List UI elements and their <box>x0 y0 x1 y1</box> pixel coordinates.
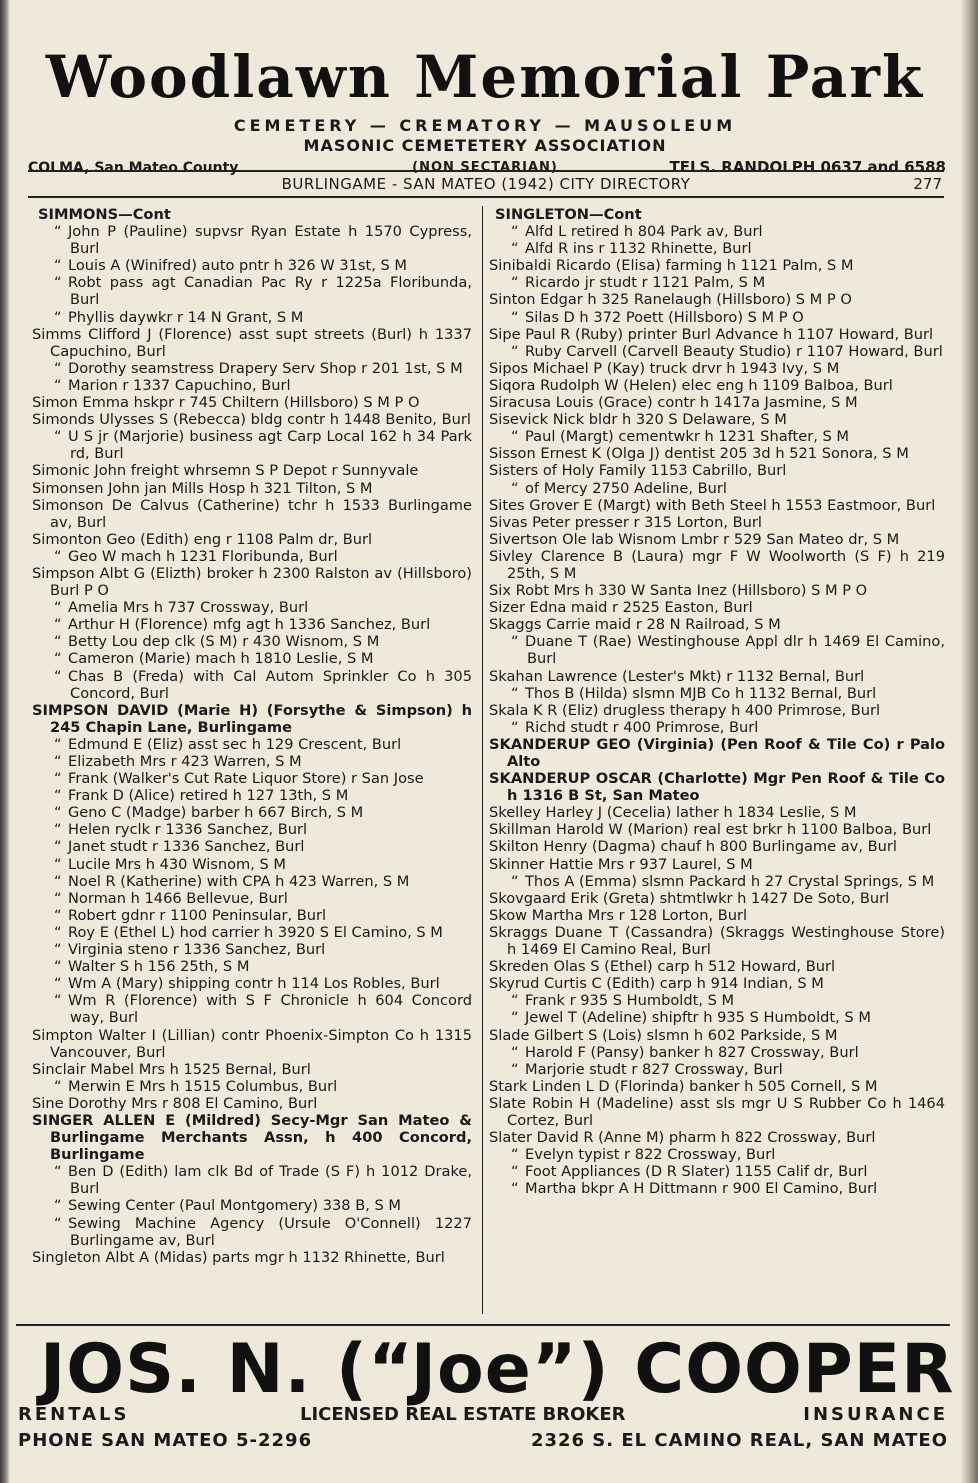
entry-text: Cameron (Marie) mach h 1810 Leslie, S M <box>68 650 374 668</box>
directory-sub-entry <box>32 377 472 394</box>
entry-text: Slade Gilbert S (Lois) slsmn h 602 Parkside, S M <box>489 1026 838 1044</box>
directory-entry <box>489 497 945 514</box>
masthead-sectarian: (NON SECTARIAN) <box>412 160 558 175</box>
entry-text: Silas D h 372 Poett (Hillsboro) S M P O <box>525 308 804 326</box>
directory-entry <box>489 1078 945 1095</box>
directory-entry <box>489 291 945 308</box>
directory-sub-entry <box>32 924 472 941</box>
entry-text: Slate Robin H (Madeline) asst sls mgr U S Rubber Co h 1464 Cortez, Burl <box>489 1094 945 1129</box>
directory-entry <box>489 958 945 975</box>
entry-text: Noel R (Katherine) with CPA h 423 Warren, S M <box>68 872 410 890</box>
ad-name: JOS. N. (“Joe”) COOPER <box>40 1330 955 1409</box>
entry-text: Simpton Walter I (Lillian) contr Phoenix-Simpton Co h 1315 Vancouver, Burl <box>32 1026 472 1061</box>
directory-sub-entry <box>32 770 472 787</box>
entry-text: Simms Clifford J (Florence) asst supt streets (Burl) h 1337 Capuchino, Burl <box>32 325 472 360</box>
entry-text: Virginia steno r 1336 Sanchez, Burl <box>68 941 326 959</box>
directory-sub-entry <box>32 223 472 257</box>
directory-entry <box>489 548 945 582</box>
entry-text: Janet studt r 1336 Sanchez, Burl <box>68 838 305 856</box>
ditto-mark: “ <box>54 838 62 856</box>
directory-entry <box>489 804 945 821</box>
ad-phone: PHONE SAN MATEO 5-2296 <box>18 1430 313 1451</box>
ditto-mark: “ <box>511 1043 519 1061</box>
entry-text: Slater David R (Anne M) pharm h 822 Crossway, Burl <box>489 1129 876 1147</box>
masthead-phones: TELS. RANDOLPH 0637 and 6588 <box>669 158 946 176</box>
directory-entry <box>32 1112 472 1163</box>
entry-text: Six Robt Mrs h 330 W Santa Inez (Hillsboro) S M P O <box>489 582 868 600</box>
directory-sub-entry <box>32 548 472 565</box>
ditto-mark: “ <box>54 599 62 617</box>
directory-sub-entry <box>32 650 472 667</box>
entry-text: Sipe Paul R (Ruby) printer Burl Advance h 1107 Howard, Burl <box>489 325 934 343</box>
entry-text: Phyllis daywkr r 14 N Grant, S M <box>68 308 304 326</box>
directory-entry <box>32 326 472 360</box>
entry-text: SKANDERUP OSCAR (Charlotte) Mgr Pen Roof & Tile Co h 1316 B St, San Mateo <box>489 770 945 805</box>
directory-sub-entry <box>32 1197 472 1214</box>
ditto-mark: “ <box>54 992 62 1010</box>
directory-entry <box>32 411 472 428</box>
entry-text: Frank D (Alice) retired h 127 13th, S M <box>68 787 349 805</box>
directory-entry <box>489 394 945 411</box>
ditto-mark: “ <box>54 376 62 394</box>
ditto-mark: “ <box>511 684 519 702</box>
ditto-mark: “ <box>54 1077 62 1095</box>
ditto-mark: “ <box>511 633 519 651</box>
entry-text: Lucile Mrs h 430 Wisnom, S M <box>68 855 287 873</box>
entry-text: of Mercy 2750 Adeline, Burl <box>525 479 727 497</box>
entry-text: Robert gdnr r 1100 Peninsular, Burl <box>68 906 327 924</box>
entry-text: Wm R (Florence) with S F Chronicle h 604 Concord way, Burl <box>68 992 472 1027</box>
entry-text: Simpson Albt G (Elizth) broker h 2300 Ralston av (Hillsboro) Burl P O <box>32 564 472 600</box>
ditto-mark: “ <box>54 889 62 907</box>
entry-text: Simonson De Calvus (Catherine) tchr h 1533 Burlingame av, Burl <box>32 496 472 531</box>
entry-text: Skreden Olas S (Ethel) carp h 512 Howard, Burl <box>489 958 836 976</box>
directory-entry <box>489 856 945 873</box>
directory-sub-entry <box>32 633 472 650</box>
entry-text: Harold F (Pansy) banker h 827 Crossway, Burl <box>525 1043 859 1061</box>
ad-top-rule <box>16 1324 950 1326</box>
entry-text: Siracusa Louis (Grace) contr h 1417a Jasmine, S M <box>489 394 858 412</box>
directory-entry <box>489 702 945 719</box>
ad-broker: LICENSED REAL ESTATE BROKER <box>300 1404 626 1425</box>
directory-entry <box>489 975 945 992</box>
ad-rentals: RENTALS <box>18 1404 130 1425</box>
directory-sub-entry <box>32 257 472 274</box>
directory-sub-entry <box>489 992 945 1009</box>
entry-text: Siqora Rudolph W (Helen) elec eng h 1109 Balboa, Burl <box>489 376 893 394</box>
cemetery-masthead <box>20 20 950 178</box>
directory-sub-entry <box>32 804 472 821</box>
entry-text: Geno C (Madge) barber h 667 Birch, S M <box>68 804 364 822</box>
directory-sub-entry <box>32 668 472 702</box>
ditto-mark: “ <box>511 308 519 326</box>
directory-sub-entry <box>489 480 945 497</box>
entry-text: Martha bkpr A H Dittmann r 900 El Camino, Burl <box>525 1180 878 1198</box>
ditto-mark: “ <box>54 923 62 941</box>
ditto-mark: “ <box>54 958 62 976</box>
ditto-mark: “ <box>54 855 62 873</box>
entry-text: Stark Linden L D (Florinda) banker h 505 Cornell, S M <box>489 1077 878 1095</box>
directory-entry <box>32 462 472 479</box>
ditto-mark: “ <box>511 872 519 890</box>
directory-sub-entry <box>32 975 472 992</box>
directory-entry <box>32 497 472 531</box>
ditto-mark: “ <box>54 223 62 241</box>
directory-sub-entry <box>489 240 945 257</box>
directory-sub-entry <box>32 599 472 616</box>
entry-text: Sewing Machine Agency (Ursule O'Connell) 1227 Burlingame av, Burl <box>68 1214 472 1249</box>
entry-text: Thos B (Hilda) slsmn MJB Co h 1132 Bernal, Burl <box>525 684 877 702</box>
ditto-mark: “ <box>511 479 519 497</box>
entry-text: Evelyn typist r 822 Crossway, Burl <box>525 1146 776 1164</box>
directory-sub-entry <box>32 360 472 377</box>
entry-text: SIMPSON DAVID (Marie H) (Forsythe & Simpson) h 245 Chapin Lane, Burlingame <box>32 701 472 736</box>
directory-sub-entry <box>32 753 472 770</box>
directory-entry <box>489 924 945 958</box>
entry-text: Ben D (Edith) lam clk Bd of Trade (S F) h 1012 Drake, Burl <box>68 1163 472 1198</box>
directory-sub-entry <box>32 1215 472 1249</box>
ditto-mark: “ <box>54 821 62 839</box>
directory-sub-entry <box>32 736 472 753</box>
directory-sub-entry <box>32 941 472 958</box>
entry-text: Sipos Michael P (Kay) truck drvr h 1943 Ivy, S M <box>489 359 840 377</box>
entry-text: Betty Lou dep clk (S M) r 430 Wisnom, S M <box>68 633 380 651</box>
entry-text: Edmund E (Eliz) asst sec h 129 Crescent, Burl <box>68 735 402 753</box>
entry-text: Sivertson Ole lab Wisnom Lmbr r 529 San Mateo dr, S M <box>489 530 900 548</box>
ditto-mark: “ <box>54 547 62 565</box>
directory-sub-entry <box>32 907 472 924</box>
entry-text: Sizer Edna maid r 2525 Easton, Burl <box>489 599 753 617</box>
ditto-mark: “ <box>54 804 62 822</box>
directory-sub-entry <box>489 1180 945 1197</box>
entry-text: Richd studt r 400 Primrose, Burl <box>525 718 759 736</box>
entry-text: SINGLETON—Cont <box>495 206 642 223</box>
directory-entry <box>489 1027 945 1044</box>
directory-entry <box>489 326 945 343</box>
masthead-title: Woodlawn Memorial Park <box>45 43 925 111</box>
ditto-mark: “ <box>511 1180 519 1198</box>
page-edge-shadow <box>960 0 978 1483</box>
directory-entry <box>489 462 945 479</box>
ditto-mark: “ <box>54 787 62 805</box>
directory-entry <box>489 360 945 377</box>
ditto-mark: “ <box>54 257 62 275</box>
directory-entry <box>32 565 472 599</box>
directory-entry <box>489 445 945 462</box>
directory-entry <box>489 907 945 924</box>
directory-sub-entry <box>489 873 945 890</box>
directory-entry <box>489 668 945 685</box>
entry-text: Skilton Henry (Dagma) chauf h 800 Burlingame av, Burl <box>489 838 897 856</box>
directory-sub-entry <box>489 719 945 736</box>
directory-column-right <box>489 206 945 1197</box>
ditto-mark: “ <box>511 240 519 258</box>
directory-entry <box>489 377 945 394</box>
directory-sub-entry <box>489 343 945 360</box>
directory-sub-entry <box>489 309 945 326</box>
entry-text: Skovgaard Erik (Greta) shtmtlwkr h 1427 De Soto, Burl <box>489 889 890 907</box>
directory-entry <box>489 1095 945 1129</box>
directory-sub-entry <box>489 685 945 702</box>
entry-text: Sisters of Holy Family 1153 Cabrillo, Burl <box>489 462 787 480</box>
entry-text: Chas B (Freda) with Cal Autom Sprinkler Co h 305 Concord, Burl <box>68 667 472 702</box>
entry-text: Marion r 1337 Capuchino, Burl <box>68 376 291 394</box>
directory-sub-entry <box>32 1078 472 1095</box>
directory-sub-entry <box>32 616 472 633</box>
directory-entry <box>489 821 945 838</box>
entry-text: SIMMONS—Cont <box>38 206 171 223</box>
ad-insurance: INSURANCE <box>803 1404 948 1425</box>
directory-sub-entry <box>32 1163 472 1197</box>
directory-entry <box>489 736 945 770</box>
ditto-mark: “ <box>54 667 62 685</box>
entry-text: Elizabeth Mrs r 423 Warren, S M <box>68 753 302 770</box>
directory-sub-entry <box>32 838 472 855</box>
entry-text: Duane T (Rae) Westinghouse Appl dlr h 1469 El Camino, Burl <box>525 633 945 668</box>
ditto-mark: “ <box>54 650 62 668</box>
entry-text: Sinclair Mabel Mrs h 1525 Bernal, Burl <box>32 1060 311 1078</box>
entry-text: Sivley Clarence B (Laura) mgr F W Woolworth (S F) h 219 25th, S M <box>489 547 945 582</box>
ditto-mark: “ <box>511 1163 519 1181</box>
column-divider <box>482 206 483 1314</box>
directory-entry <box>489 531 945 548</box>
directory-entry <box>489 257 945 274</box>
ditto-mark: “ <box>54 975 62 993</box>
ditto-mark: “ <box>54 906 62 924</box>
directory-entry <box>489 770 945 804</box>
ditto-mark: “ <box>511 718 519 736</box>
directory-sub-entry <box>489 274 945 291</box>
running-head <box>28 170 944 198</box>
directory-sub-entry <box>32 821 472 838</box>
directory-sub-entry <box>32 787 472 804</box>
ditto-mark: “ <box>511 274 519 292</box>
entry-text: Dorothy seamstress Drapery Serv Shop r 201 1st, S M <box>68 359 463 377</box>
ditto-mark: “ <box>54 770 62 788</box>
entry-text: Skraggs Duane T (Cassandra) (Skraggs Westinghouse Store) h 1469 El Camino Real, Burl <box>489 923 945 959</box>
entry-text: Jewel T (Adeline) shipftr h 935 S Humboldt, S M <box>525 1009 871 1027</box>
directory-entry <box>32 702 472 736</box>
entry-text: Helen ryclk r 1336 Sanchez, Burl <box>68 821 308 839</box>
entry-text: Skyrud Curtis C (Edith) carp h 914 Indian, S M <box>489 975 824 993</box>
entry-text: Alfd R ins r 1132 Rhinette, Burl <box>525 240 752 258</box>
entry-text: Sisevick Nick bldr h 320 S Delaware, S M <box>489 411 787 429</box>
entry-text: Frank r 935 S Humboldt, S M <box>525 992 735 1010</box>
directory-sub-entry <box>32 856 472 873</box>
page-gutter-shadow <box>0 0 10 1483</box>
directory-entry <box>489 838 945 855</box>
entry-text: Thos A (Emma) slsmn Packard h 27 Crystal Springs, S M <box>525 872 935 890</box>
directory-entry <box>489 890 945 907</box>
entry-text: Roy E (Ethel L) hod carrier h 3920 S El Camino, S M <box>68 923 443 941</box>
entry-text: Frank (Walker's Cut Rate Liquor Store) r San Jose <box>68 770 424 788</box>
entry-text: Simonsen John jan Mills Hosp h 321 Tilton, S M <box>32 479 373 497</box>
directory-sub-entry <box>489 428 945 445</box>
ad-address: 2326 S. EL CAMINO REAL, SAN MATEO <box>530 1430 948 1451</box>
entry-text: Amelia Mrs h 737 Crossway, Burl <box>68 599 309 617</box>
entry-text: Sisson Ernest K (Olga J) dentist 205 3d h 521 Sonora, S M <box>489 445 909 463</box>
directory-sub-entry <box>32 309 472 326</box>
entry-text: Ruby Carvell (Carvell Beauty Studio) r 1107 Howard, Burl <box>525 342 943 360</box>
entry-text: Skinner Hattie Mrs r 937 Laurel, S M <box>489 855 753 873</box>
ditto-mark: “ <box>511 223 519 241</box>
directory-entry <box>489 599 945 616</box>
entry-text: Skillman Harold W (Marion) real est brkr h 1100 Balboa, Burl <box>489 821 932 839</box>
entry-text: Norman h 1466 Bellevue, Burl <box>68 889 288 907</box>
ditto-mark: “ <box>54 359 62 377</box>
entry-text: Skow Martha Mrs r 128 Lorton, Burl <box>489 906 748 924</box>
ditto-mark: “ <box>511 1060 519 1078</box>
entry-text: Wm A (Mary) shipping contr h 114 Los Robles, Burl <box>68 975 440 993</box>
directory-sub-entry <box>489 223 945 240</box>
directory-sub-entry <box>32 958 472 975</box>
ditto-mark: “ <box>54 753 62 770</box>
entry-text: Sinton Edgar h 325 Ranelaugh (Hillsboro) S M P O <box>489 291 852 309</box>
entry-text: Singleton Albt A (Midas) parts mgr h 1132 Rhinette, Burl <box>32 1248 445 1266</box>
entry-text: Skaggs Carrie maid r 28 N Railroad, S M <box>489 616 781 634</box>
entry-text: Paul (Margt) cementwkr h 1231 Shafter, S M <box>525 428 849 446</box>
entry-text: John P (Pauline) supvsr Ryan Estate h 1570 Cypress, Burl <box>68 223 472 258</box>
directory-entry <box>32 394 472 411</box>
directory-entry <box>32 1061 472 1078</box>
advertisement-banner <box>16 1328 955 1478</box>
directory-column-left <box>32 206 472 1266</box>
ditto-mark: “ <box>54 941 62 959</box>
directory-sub-entry <box>489 633 945 667</box>
directory-entry <box>489 582 945 599</box>
entry-text: Sites Grover E (Margt) with Beth Steel h 1553 Eastmoor, Burl <box>489 496 936 514</box>
entry-text: Simonds Ulysses S (Rebecca) bldg contr h 1448 Benito, Burl <box>32 411 471 429</box>
entry-text: Geo W mach h 1231 Floribunda, Burl <box>68 547 338 565</box>
entry-text: Sinibaldi Ricardo (Elisa) farming h 1121 Palm, S M <box>489 257 854 275</box>
directory-sub-entry <box>32 890 472 907</box>
directory-sub-entry <box>32 274 472 308</box>
ditto-mark: “ <box>511 1146 519 1164</box>
directory-sub-entry <box>32 992 472 1026</box>
masthead-subtitle: CEMETERY — CREMATORY — MAUSOLEUM <box>233 116 737 135</box>
entry-text: Walter S h 156 25th, S M <box>68 958 250 976</box>
masthead-association: MASONIC CEMETETERY ASSOCIATION <box>303 136 667 155</box>
directory-entry <box>489 616 945 633</box>
entry-text: Sewing Center (Paul Montgomery) 338 B, S M <box>68 1197 401 1215</box>
ditto-mark: “ <box>54 1197 62 1215</box>
running-head-title: BURLINGAME - SAN MATEO (1942) CITY DIRECTORY <box>281 175 691 193</box>
directory-sub-entry <box>489 1061 945 1078</box>
entry-text: Marjorie studt r 827 Crossway, Burl <box>525 1060 783 1078</box>
directory-entry <box>32 531 472 548</box>
directory-sub-entry <box>489 1009 945 1026</box>
entry-text: Alfd L retired h 804 Park av, Burl <box>525 223 763 241</box>
directory-sub-entry <box>489 1163 945 1180</box>
entry-text: Arthur H (Florence) mfg agt h 1336 Sanchez, Burl <box>68 616 431 634</box>
directory-entry <box>489 514 945 531</box>
entry-text: Louis A (Winifred) auto pntr h 326 W 31st, S M <box>68 257 407 275</box>
section-header <box>32 206 472 223</box>
ditto-mark: “ <box>54 1214 62 1232</box>
ditto-mark: “ <box>54 428 62 446</box>
ditto-mark: “ <box>54 308 62 326</box>
ditto-mark: “ <box>54 616 62 634</box>
directory-entry <box>32 1095 472 1112</box>
ditto-mark: “ <box>511 992 519 1010</box>
directory-entry <box>32 480 472 497</box>
ditto-mark: “ <box>511 428 519 446</box>
directory-entry <box>32 1249 472 1266</box>
entry-text: Foot Appliances (D R Slater) 1155 Calif dr, Burl <box>525 1163 868 1181</box>
entry-text: Ricardo jr studt r 1121 Palm, S M <box>525 274 766 292</box>
entry-text: Robt pass agt Canadian Pac Ry r 1225a Floribunda, Burl <box>68 274 472 309</box>
section-header <box>489 206 945 223</box>
ditto-mark: “ <box>511 1009 519 1027</box>
directory-sub-entry <box>32 873 472 890</box>
masthead-location: COLMA, San Mateo County <box>28 160 239 176</box>
ditto-mark: “ <box>54 1163 62 1181</box>
ditto-mark: “ <box>511 342 519 360</box>
entry-text: Skelley Harley J (Cecelia) lather h 1834 Leslie, S M <box>489 804 857 822</box>
entry-text: Sine Dorothy Mrs r 808 El Camino, Burl <box>32 1094 318 1112</box>
directory-sub-entry <box>32 428 472 462</box>
directory-entry <box>489 411 945 428</box>
entry-text: Sivas Peter presser r 315 Lorton, Burl <box>489 513 762 531</box>
entry-text: Skahan Lawrence (Lester's Mkt) r 1132 Bernal, Burl <box>489 667 865 685</box>
entry-text: Simonic John freight whrsemn S P Depot r Sunnyvale <box>32 462 419 480</box>
entry-text: Simonton Geo (Edith) eng r 1108 Palm dr, Burl <box>32 530 373 548</box>
entry-text: Simon Emma hskpr r 745 Chiltern (Hillsboro) S M P O <box>32 394 420 412</box>
entry-text: Merwin E Mrs h 1515 Columbus, Burl <box>68 1077 338 1095</box>
entry-text: SINGER ALLEN E (Mildred) Secy-Mgr San Mateo & Burlingame Merchants Assn, h 400 Concord, Burlingame <box>32 1111 472 1164</box>
page-number: 277 <box>913 175 942 193</box>
ditto-mark: “ <box>54 633 62 651</box>
ditto-mark: “ <box>54 274 62 292</box>
entry-text: U S jr (Marjorie) business agt Carp Local 162 h 34 Park rd, Burl <box>68 428 472 463</box>
directory-sub-entry <box>489 1146 945 1163</box>
directory-sub-entry <box>489 1044 945 1061</box>
directory-entry <box>489 1129 945 1146</box>
directory-entry <box>32 1027 472 1061</box>
ditto-mark: “ <box>54 735 62 753</box>
entry-text: Skala K R (Eliz) drugless therapy h 400 Primrose, Burl <box>489 701 881 719</box>
ditto-mark: “ <box>54 872 62 890</box>
entry-text: SKANDERUP GEO (Virginia) (Pen Roof & Tile Co) r Palo Alto <box>489 735 945 770</box>
